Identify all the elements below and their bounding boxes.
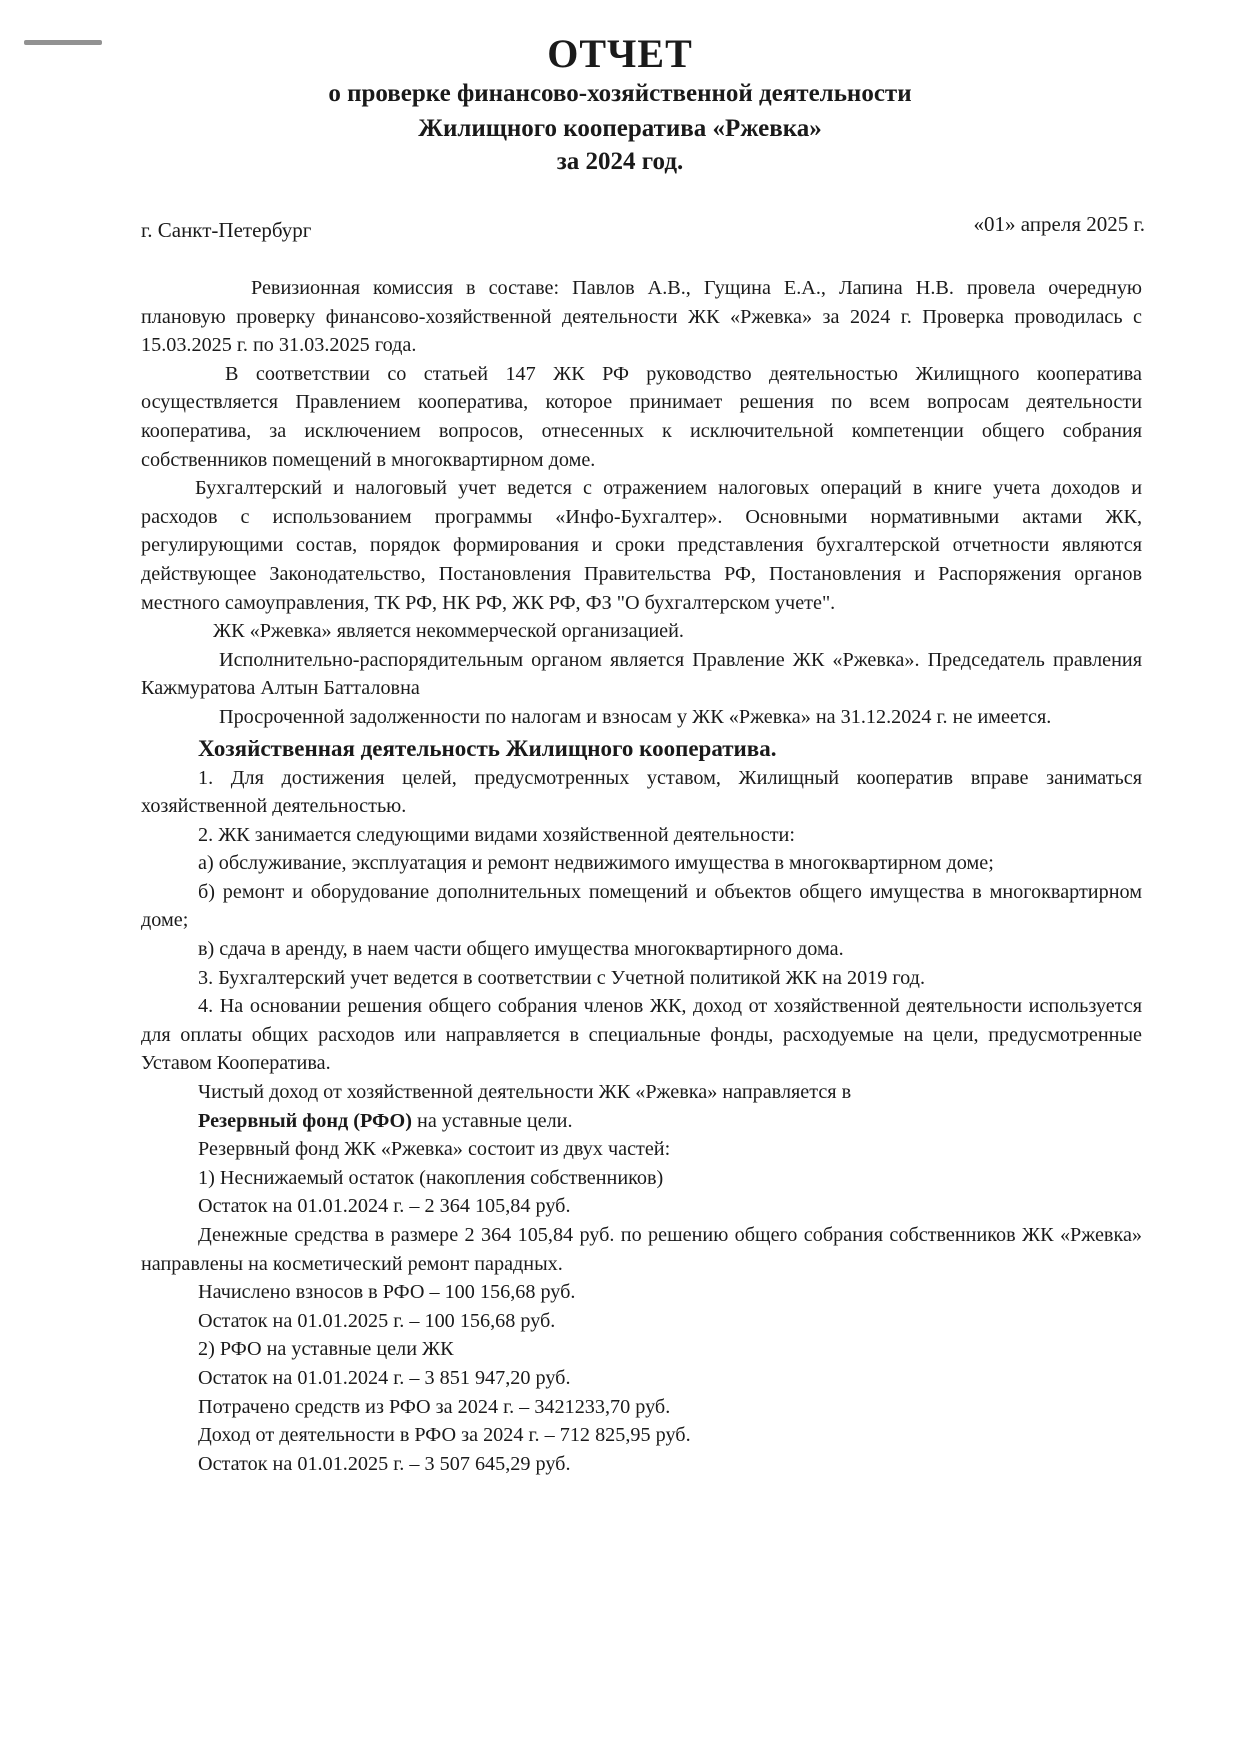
issue-date: «01» апреля 2025 г. xyxy=(973,212,1145,236)
section-item-4: 4. На основании решения общего собрания членов ЖК, доход от хозяйственной деятельности используется для оплаты общих расходов или направляется в специальные фонды, расходуемые на цели, предусмотренные Уставом Кооператива. xyxy=(141,995,1142,1075)
part1-title: 1) Неснижаемый остаток (накопления собственников) xyxy=(198,1166,664,1189)
part1-balance-start: Остаток на 01.01.2024 г. – 2 364 105,84 руб. xyxy=(198,1195,571,1218)
section-item-2a: а) обслуживание, эксплуатация и ремонт недвижимого имущества в многоквартирном доме; xyxy=(198,852,994,875)
report-title: ОТЧЕТ xyxy=(547,31,693,76)
report-body xyxy=(141,274,1142,1478)
place-of-issue: г. Санкт-Петербург xyxy=(141,218,312,242)
intro-paragraph-management: В соответствии со статьей 147 ЖК РФ руководство деятельностью Жилищного кооператива осуществляется Правлением кооператива, которое принимает решения по всем вопросам деятельности кооператива, за исключением вопросов, отнесенных к исключительной компетенции общего собрания собственников помещений в многоквартирном доме. xyxy=(141,362,1142,471)
intro-paragraph-nonprofit: ЖК «Ржевка» является некоммерческой организацией. xyxy=(213,620,684,643)
part2-spent: Потрачено средств из РФО за 2024 г. – 3421233,70 руб. xyxy=(198,1395,671,1418)
section-item-1: 1. Для достижения целей, предусмотренных уставом, Жилищный кооператив вправе заниматься хозяйственной деятельностью. xyxy=(141,766,1142,818)
intro-paragraph-executive-body: Исполнительно-распорядительным органом является Правление ЖК «Ржевка». Председатель правления Кажмуратова Алтын Батталовна xyxy=(141,648,1142,700)
intro-paragraph-commission: Ревизионная комиссия в составе: Павлов А.В., Гущина Е.А., Лапина Н.В. провела очередную плановую проверку финансово-хозяйственной деятельности ЖК «Ржевка» за 2024 г. Проверка проводилась с 15.03.2025 г. по 31.03.2025 года. xyxy=(141,277,1142,357)
reserve-fund-label: Резервный фонд (РФО) xyxy=(198,1109,412,1132)
intro-paragraph-no-debt: Просроченной задолженности по налогам и взносам у ЖК «Ржевка» на 31.12.2024 г. не имеется. xyxy=(219,705,1052,728)
part2-title: 2) РФО на уставные цели ЖК xyxy=(198,1338,454,1361)
intro-paragraph-accounting: Бухгалтерский и налоговый учет ведется с отражением налоговых операций в книге учета доходов и расходов с использованием программы «Инфо-Бухгалтер». Основными нормативными актами ЖК, регулирующими состав, порядок формирования и сроки представления бухгалтерской отчетности являются действующее Законодательство, Постановления Правительства РФ, Постановления и Распоряжения органов местного самоуправления, ТК РФ, НК РФ, ЖК РФ, ФЗ "О бухгалтерском учете". xyxy=(141,477,1142,614)
part2-balance-end: Остаток на 01.01.2025 г. – 3 507 645,29 руб. xyxy=(198,1452,571,1475)
part1-balance-end: Остаток на 01.01.2025 г. – 100 156,68 руб. xyxy=(198,1309,556,1332)
reserve-fund-line xyxy=(141,1107,1142,1136)
section-item-2b: б) ремонт и оборудование дополнительных помещений и объектов общего имущества в многоквартирном доме; xyxy=(141,880,1142,932)
part2-balance-start: Остаток на 01.01.2024 г. – 3 851 947,20 руб. xyxy=(198,1366,571,1389)
reserve-fund-purpose: на уставные цели. xyxy=(411,1109,573,1132)
section-item-2c: в) сдача в аренду, в наем части общего имущества многоквартирного дома. xyxy=(198,938,844,961)
report-subtitle: о проверке финансово-хозяйственной деятельности xyxy=(328,80,912,107)
reserve-fund-parts: Резервный фонд ЖК «Ржевка» состоит из двух частей: xyxy=(198,1138,671,1161)
net-income-line: Чистый доход от хозяйственной деятельности ЖК «Ржевка» направляется в xyxy=(198,1081,852,1104)
section-item-2: 2. ЖК занимается следующими видами хозяйственной деятельности: xyxy=(198,823,795,846)
organization-name: Жилищного кооператива «Ржевка» xyxy=(418,115,822,142)
section-item-3: 3. Бухгалтерский учет ведется в соответствии с Учетной политикой ЖК на 2019 год. xyxy=(198,966,926,989)
report-period: за 2024 год. xyxy=(556,148,684,175)
part1-spent: Денежные средства в размере 2 364 105,84 руб. по решению общего собрания собственников ЖК «Ржевка» направлены на косметический ремонт парадных. xyxy=(141,1224,1142,1275)
part1-accrued: Начислено взносов в РФО – 100 156,68 руб. xyxy=(198,1281,576,1304)
section-heading: Хозяйственная деятельность Жилищного кооператива. xyxy=(198,735,777,761)
part2-income: Доход от деятельности в РФО за 2024 г. – 712 825,95 руб. xyxy=(198,1424,691,1447)
